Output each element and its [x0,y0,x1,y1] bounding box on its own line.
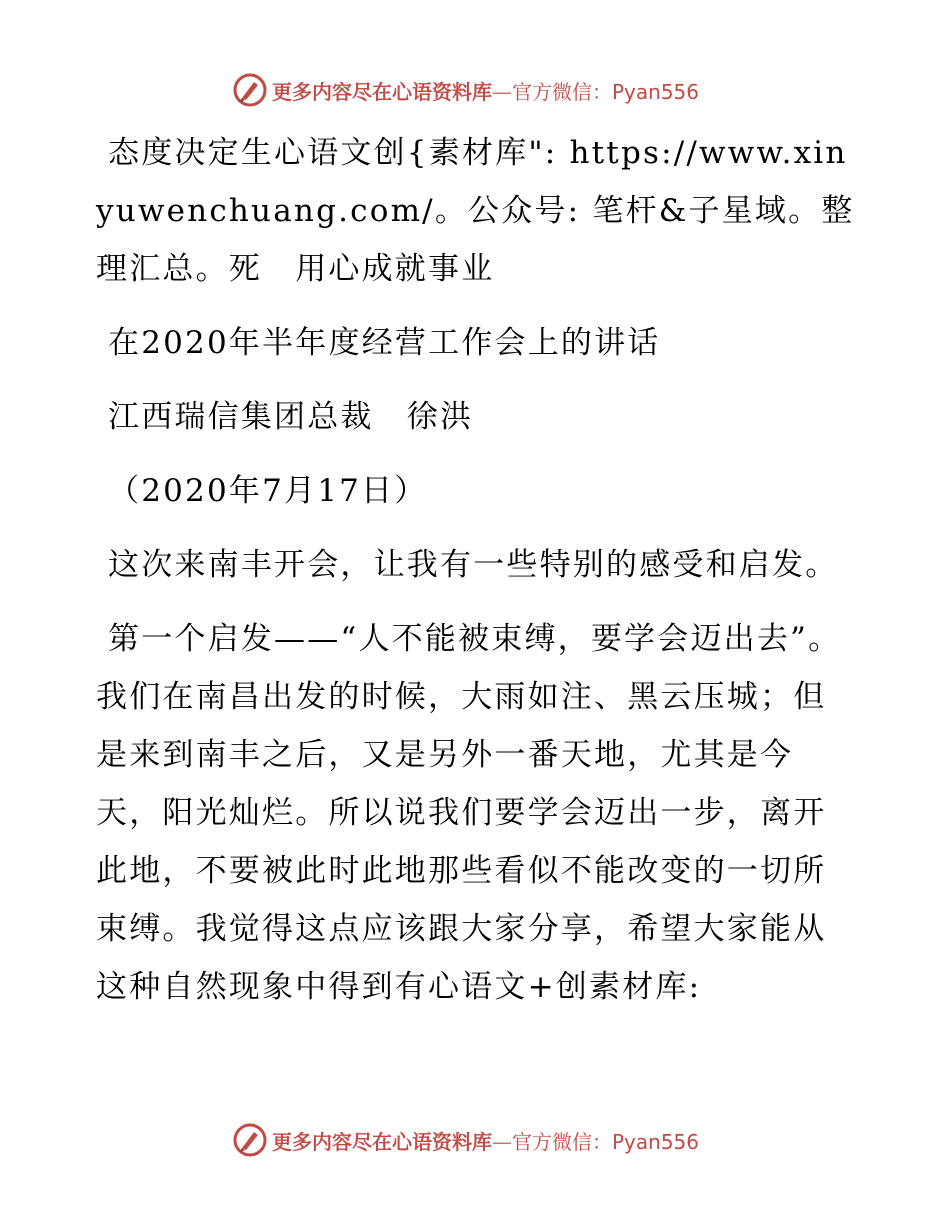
footer-banner [232,1120,699,1160]
document-body [96,124,856,1016]
body-paragraph-first-insight: 第一个启发——“人不能被束缚，要学会迈出去”。我们在南昌出发的时候，大雨如注、黑云压城；但是来到南丰之后，又是另外一番天地，尤其是今天，阳光灿烂。所以说我们要学会迈出一步，离开此地，不要被此时此地那些看似不能改变的一切所束缚。我觉得这点应该跟大家分享，希望大家能从这种自然现象中得到有心语文+创素材库: [96,621,842,1005]
speaker-line: 江西瑞信集团总裁 徐洪 [108,399,474,435]
speech-date: （2020年7月17日） [108,473,428,509]
pen-seal-icon [232,72,268,108]
banner-wechat-label: 官方微信： [512,1129,612,1154]
header-banner [232,70,699,110]
banner-main-text: 更多内容尽在心语资料库 [272,79,492,104]
banner-dash: — [492,1129,512,1154]
banner-wechat-label: 官方微信： [512,79,612,104]
banner-wechat-id: Pyan556 [612,1129,700,1154]
banner-dash: — [492,79,512,104]
speech-title: 在2020年半年度经营工作会上的讲话 [108,325,661,361]
banner-main-text: 更多内容尽在心语资料库 [272,1129,492,1154]
body-paragraph-intro: 这次来南丰开会，让我有一些特别的感受和启发。 [108,547,839,583]
source-note-paragraph: 态度决定生心语文创{素材库": https://www.xinyuwenchuang.com/。公众号: 笔杆&子星域。整理汇总。死 用心成就事业 [96,135,855,287]
banner-wechat-id: Pyan556 [612,79,700,104]
pen-seal-icon [232,1122,268,1158]
